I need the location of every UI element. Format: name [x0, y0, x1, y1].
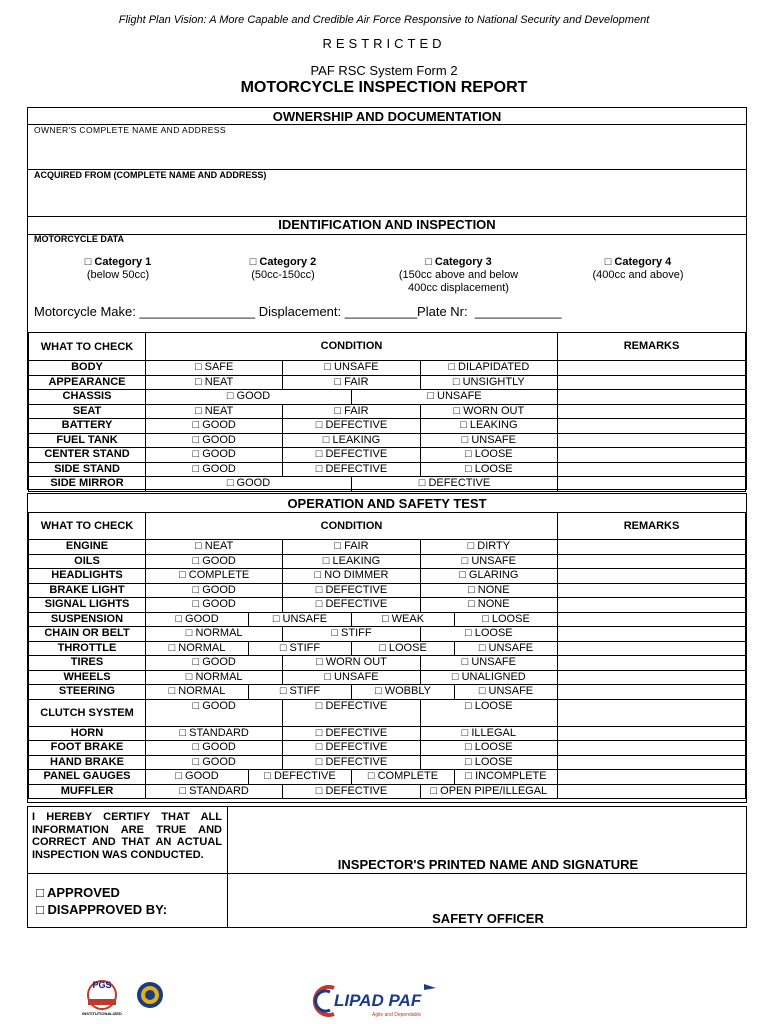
condition-checkbox[interactable]: □ LEAKING [282, 434, 419, 448]
table-row [29, 419, 746, 434]
condition-checkbox[interactable]: □ STIFF [248, 642, 351, 656]
condition-checkbox[interactable]: □ DEFECTIVE [282, 598, 419, 612]
check-item-signal-lights: SIGNAL LIGHTS [29, 598, 146, 613]
restricted-label: RESTRICTED [322, 36, 446, 51]
remarks-cell[interactable] [558, 361, 746, 376]
condition-checkbox[interactable]: □ GOOD [192, 656, 236, 668]
condition-options [146, 699, 558, 726]
condition-checkbox[interactable]: □ INCOMPLETE [454, 770, 557, 784]
table-row [29, 554, 746, 569]
condition-checkbox[interactable]: □ GOOD [192, 419, 236, 431]
remarks-cell[interactable] [558, 598, 746, 613]
condition-checkbox[interactable]: □ SAFE [194, 361, 234, 373]
remarks-header: REMARKS [558, 333, 746, 361]
condition-checkbox[interactable]: □ DIRTY [420, 540, 557, 554]
condition-checkbox[interactable]: □ UNSAFE [420, 434, 557, 448]
seal-logo [135, 980, 165, 1010]
motorcycle-make-line[interactable]: Motorcycle Make: ________________ Displacement: __________Plate Nr: ____________ [34, 304, 562, 319]
table-row [29, 404, 746, 419]
check-item-horn: HORN [29, 726, 146, 741]
identification-table [28, 332, 746, 492]
owner-name-label: OWNER'S COMPLETE NAME AND ADDRESS [34, 125, 226, 135]
condition-options [146, 433, 558, 448]
category-1-desc: (below 50cc) [86, 269, 150, 281]
condition-checkbox[interactable]: □ DEFECTIVE [282, 584, 419, 598]
condition-checkbox[interactable]: □ NORMAL [185, 627, 243, 639]
approval-options [36, 884, 167, 918]
identification-heading: IDENTIFICATION AND INSPECTION [278, 217, 496, 232]
remarks-cell[interactable] [558, 375, 746, 390]
table-row [29, 741, 746, 756]
check-item-foot-brake: FOOT BRAKE [29, 741, 146, 756]
check-item-headlights: HEADLIGHTS [29, 569, 146, 584]
remarks-cell[interactable] [558, 641, 746, 656]
condition-options [146, 462, 558, 477]
condition-checkbox[interactable]: □ GOOD [192, 448, 236, 460]
condition-checkbox[interactable]: □ DEFECTIVE [351, 477, 557, 491]
condition-checkbox[interactable]: □ NORMAL [168, 685, 226, 697]
condition-options [146, 641, 558, 656]
condition-options [146, 540, 558, 555]
condition-checkbox[interactable]: □ UNSAFE [282, 361, 419, 375]
condition-options [146, 627, 558, 642]
inspector-signature-label[interactable]: INSPECTOR'S PRINTED NAME AND SIGNATURE [337, 857, 639, 872]
check-item-clutch-system: CLUTCH SYSTEM [29, 699, 146, 726]
condition-checkbox[interactable]: □ GOOD [226, 390, 271, 402]
check-item-steering: STEERING [29, 685, 146, 700]
condition-checkbox[interactable]: □ GOOD [192, 583, 236, 596]
condition-checkbox[interactable]: □ FAIR [282, 405, 419, 419]
condition-checkbox[interactable]: □ DEFECTIVE [282, 727, 419, 741]
remarks-cell[interactable] [558, 554, 746, 569]
condition-checkbox[interactable]: □ GLARING [420, 569, 557, 583]
remarks-cell[interactable] [558, 462, 746, 477]
remarks-cell[interactable] [558, 448, 746, 463]
table-row [29, 699, 746, 726]
condition-options [146, 583, 558, 598]
remarks-cell[interactable] [558, 477, 746, 492]
condition-checkbox[interactable]: □ DEFECTIVE [282, 785, 419, 799]
category-1-checkbox[interactable]: □ Category 1 [84, 256, 152, 268]
remarks-cell[interactable] [558, 685, 746, 700]
condition-checkbox[interactable]: □ LOOSE [420, 741, 557, 755]
check-item-seat: SEAT [29, 404, 146, 419]
remarks-header: REMARKS [558, 513, 746, 540]
condition-header: CONDITION [146, 333, 558, 361]
condition-checkbox[interactable]: □ LOOSE [420, 463, 557, 477]
condition-checkbox[interactable]: □ STANDARD [179, 726, 249, 739]
condition-checkbox[interactable]: □ UNALIGNED [420, 671, 557, 685]
remarks-cell[interactable] [558, 699, 746, 726]
condition-checkbox[interactable]: □ WEAK [351, 613, 454, 627]
check-item-body: BODY [29, 361, 146, 376]
check-item-center-stand: CENTER STAND [29, 448, 146, 463]
table-row [29, 685, 746, 700]
condition-checkbox[interactable]: □ LOOSE [420, 756, 557, 770]
owner-name-field[interactable] [28, 136, 746, 168]
condition-checkbox[interactable]: □ NEAT [195, 540, 234, 552]
check-item-chain-or-belt: CHAIN OR BELT [29, 627, 146, 642]
table-row [29, 462, 746, 477]
remarks-cell[interactable] [558, 670, 746, 685]
category-4-desc: (400cc and above) [592, 269, 684, 281]
table-row [29, 583, 746, 598]
condition-checkbox[interactable]: □ NORMAL [185, 670, 243, 683]
table-row [29, 670, 746, 685]
condition-options [146, 419, 558, 434]
category-3[interactable] [386, 256, 531, 295]
check-item-oils: OILS [29, 554, 146, 569]
identification-header-row [29, 333, 746, 361]
disapproved-checkbox[interactable]: □ DISAPPROVED BY: [36, 902, 168, 917]
check-item-fuel-tank: FUEL TANK [29, 433, 146, 448]
condition-options [146, 554, 558, 569]
condition-options [146, 685, 558, 700]
condition-checkbox[interactable]: □ NONE [420, 598, 557, 612]
remarks-cell[interactable] [558, 433, 746, 448]
category-2-desc: (50cc-150cc) [251, 269, 315, 281]
condition-checkbox[interactable]: □ STIFF [248, 685, 351, 699]
motorcycle-data-label: MOTORCYCLE DATA [34, 234, 124, 244]
table-row [29, 390, 746, 405]
acquired-from-label: ACQUIRED FROM (COMPLETE NAME AND ADDRESS) [34, 170, 267, 180]
what-to-check-header: WHAT TO CHECK [29, 513, 146, 540]
condition-checkbox[interactable]: □ GOOD [192, 462, 236, 475]
condition-checkbox[interactable]: □ LOOSE [454, 613, 557, 627]
remarks-cell[interactable] [558, 741, 746, 756]
operation-table [28, 512, 746, 799]
condition-checkbox[interactable]: □ LOOSE [351, 642, 454, 656]
pgs-caption: INSTITUTIONALIZED [82, 1011, 122, 1016]
condition-options [146, 569, 558, 584]
check-item-chassis: CHASSIS [29, 390, 146, 405]
certification-section [27, 806, 747, 928]
condition-checkbox[interactable]: □ OPEN PIPE/ILLEGAL [420, 785, 557, 799]
remarks-cell[interactable] [558, 583, 746, 598]
condition-checkbox[interactable]: □ STIFF [282, 627, 419, 641]
condition-checkbox[interactable]: □ DEFECTIVE [282, 463, 419, 477]
condition-checkbox[interactable]: □ LOOSE [420, 700, 557, 726]
condition-options [146, 612, 558, 627]
condition-options [146, 477, 558, 492]
condition-checkbox[interactable]: □ DEFECTIVE [282, 741, 419, 755]
remarks-cell[interactable] [558, 612, 746, 627]
condition-options [146, 784, 558, 799]
condition-checkbox[interactable]: □ UNSAFE [248, 613, 351, 627]
remarks-cell[interactable] [558, 540, 746, 555]
table-row [29, 361, 746, 376]
check-item-panel-gauges: PANEL GAUGES [29, 770, 146, 785]
condition-options [146, 656, 558, 671]
table-row [29, 448, 746, 463]
table-row [29, 540, 746, 555]
condition-checkbox[interactable]: □ GOOD [192, 699, 236, 712]
condition-options [146, 670, 558, 685]
condition-checkbox[interactable]: □ UNSAFE [282, 671, 419, 685]
table-row [29, 784, 746, 799]
remarks-cell[interactable] [558, 770, 746, 785]
condition-checkbox[interactable]: □ LOOSE [420, 448, 557, 462]
condition-checkbox[interactable]: □ FAIR [282, 540, 419, 554]
condition-checkbox[interactable]: □ COMPLETE [179, 569, 250, 581]
remarks-cell[interactable] [558, 784, 746, 799]
condition-checkbox[interactable]: □ UNSAFE [420, 656, 557, 670]
condition-checkbox[interactable]: □ GOOD [192, 755, 236, 768]
check-item-engine: ENGINE [29, 540, 146, 555]
table-row [29, 598, 746, 613]
condition-options [146, 390, 558, 405]
remarks-cell[interactable] [558, 755, 746, 770]
condition-checkbox[interactable]: □ DEFECTIVE [282, 419, 419, 433]
table-row [29, 726, 746, 741]
condition-checkbox[interactable]: □ UNSIGHTLY [420, 376, 557, 390]
vision-statement: Flight Plan Vision: A More Capable and Credible Air Force Responsive to National Security and Development [118, 14, 650, 26]
pgs-logo-text: PGS [92, 980, 112, 990]
condition-checkbox[interactable]: □ NEAT [195, 375, 234, 388]
condition-checkbox[interactable]: □ GOOD [175, 612, 219, 625]
condition-checkbox[interactable]: □ DILAPIDATED [420, 361, 557, 375]
check-item-wheels: WHEELS [29, 670, 146, 685]
remarks-cell[interactable] [558, 656, 746, 671]
table-row [29, 656, 746, 671]
check-item-battery: BATTERY [29, 419, 146, 434]
condition-options [146, 375, 558, 390]
condition-checkbox[interactable]: □ UNSAFE [454, 642, 557, 656]
condition-options [146, 598, 558, 613]
remarks-cell[interactable] [558, 404, 746, 419]
condition-options [146, 361, 558, 376]
condition-checkbox[interactable]: □ DEFECTIVE [282, 756, 419, 770]
condition-checkbox[interactable]: □ NORMAL [168, 641, 226, 654]
condition-checkbox[interactable]: □ LEAKING [282, 555, 419, 569]
condition-checkbox[interactable]: □ WORN OUT [282, 656, 419, 670]
category-2[interactable] [223, 256, 343, 282]
condition-checkbox[interactable]: □ UNSAFE [454, 685, 557, 699]
certification-statement: I HEREBY CERTIFY THAT ALL INFORMATION ARE TRUE AND CORRECT AND THAT AN ACTUAL INSPECTION WAS CONDUCTED. [32, 811, 222, 861]
condition-checkbox[interactable]: □ STANDARD [179, 784, 249, 797]
check-item-side-mirror: SIDE MIRROR [29, 477, 146, 492]
condition-checkbox[interactable]: □ NO DIMMER [282, 569, 419, 583]
table-row [29, 612, 746, 627]
safety-officer-label[interactable]: SAFETY OFFICER [432, 911, 544, 926]
table-row [29, 755, 746, 770]
form-number: PAF RSC System Form 2 [310, 63, 458, 78]
table-row [29, 569, 746, 584]
pgs-logo [82, 975, 140, 1019]
remarks-cell[interactable] [558, 569, 746, 584]
condition-checkbox[interactable]: □ LOOSE [420, 627, 557, 641]
condition-checkbox[interactable]: □ GOOD [192, 554, 236, 567]
condition-checkbox[interactable]: □ WORN OUT [420, 405, 557, 419]
acquired-from-field[interactable] [28, 182, 746, 216]
lipad-logo-text: LIPAD PAF [334, 991, 422, 1010]
table-row [29, 627, 746, 642]
condition-checkbox[interactable]: □ DEFECTIVE [248, 770, 351, 784]
table-row [29, 433, 746, 448]
condition-header: CONDITION [146, 513, 558, 540]
check-item-appearance: APPEARANCE [29, 375, 146, 390]
category-4[interactable] [568, 256, 708, 282]
operation-header-row [29, 513, 746, 540]
condition-checkbox[interactable]: □ GOOD [192, 433, 236, 446]
form-title: MOTORCYCLE INSPECTION REPORT [240, 79, 528, 96]
remarks-cell[interactable] [558, 390, 746, 405]
category-4-checkbox[interactable]: □ Category 4 [604, 256, 672, 268]
condition-checkbox[interactable]: □ ILLEGAL [420, 727, 557, 741]
check-item-brake-light: BRAKE LIGHT [29, 583, 146, 598]
check-item-muffler: MUFFLER [29, 784, 146, 799]
category-2-checkbox[interactable]: □ Category 2 [249, 256, 317, 268]
category-1[interactable] [58, 256, 178, 282]
check-item-tires: TIRES [29, 656, 146, 671]
lipad-paf-logo [312, 980, 462, 1024]
condition-options [146, 448, 558, 463]
table-row [29, 477, 746, 492]
condition-checkbox[interactable]: □ GOOD [192, 598, 236, 610]
remarks-cell[interactable] [558, 726, 746, 741]
condition-checkbox[interactable]: □ NEAT [195, 404, 234, 417]
remarks-cell[interactable] [558, 627, 746, 642]
condition-checkbox[interactable]: □ UNSAFE [420, 555, 557, 569]
condition-checkbox[interactable]: □ DEFECTIVE [282, 700, 419, 726]
condition-checkbox[interactable]: □ FAIR [282, 376, 419, 390]
condition-options [146, 726, 558, 741]
ownership-identification-section [27, 107, 747, 490]
condition-checkbox[interactable]: □ NONE [420, 584, 557, 598]
check-item-side-stand: SIDE STAND [29, 462, 146, 477]
remarks-cell[interactable] [558, 419, 746, 434]
condition-checkbox[interactable]: □ GOOD [226, 477, 271, 489]
table-row [29, 770, 746, 785]
what-to-check-header: WHAT TO CHECK [29, 333, 146, 361]
condition-checkbox[interactable]: □ WOBBLY [351, 685, 454, 699]
condition-checkbox[interactable]: □ LEAKING [420, 419, 557, 433]
condition-options [146, 741, 558, 756]
approved-checkbox[interactable]: □ APPROVED [36, 885, 120, 900]
condition-checkbox[interactable]: □ GOOD [175, 770, 219, 782]
condition-checkbox[interactable]: □ UNSAFE [351, 390, 557, 404]
check-item-suspension: SUSPENSION [29, 612, 146, 627]
condition-options [146, 404, 558, 419]
operation-section [27, 493, 747, 803]
operation-heading: OPERATION AND SAFETY TEST [287, 496, 487, 511]
condition-checkbox[interactable]: □ COMPLETE [351, 770, 454, 784]
table-row [29, 641, 746, 656]
category-3-desc: (150cc above and below 400cc displacement) [398, 269, 519, 294]
check-item-hand-brake: HAND BRAKE [29, 755, 146, 770]
table-row [29, 375, 746, 390]
condition-checkbox[interactable]: □ DEFECTIVE [282, 448, 419, 462]
ownership-heading: OWNERSHIP AND DOCUMENTATION [272, 109, 502, 124]
condition-checkbox[interactable]: □ GOOD [192, 741, 236, 753]
category-3-checkbox[interactable]: □ Category 3 [425, 256, 492, 268]
check-item-throttle: THROTTLE [29, 641, 146, 656]
lipad-tagline: Agile and Dependable [372, 1012, 422, 1018]
condition-options [146, 755, 558, 770]
condition-options [146, 770, 558, 785]
